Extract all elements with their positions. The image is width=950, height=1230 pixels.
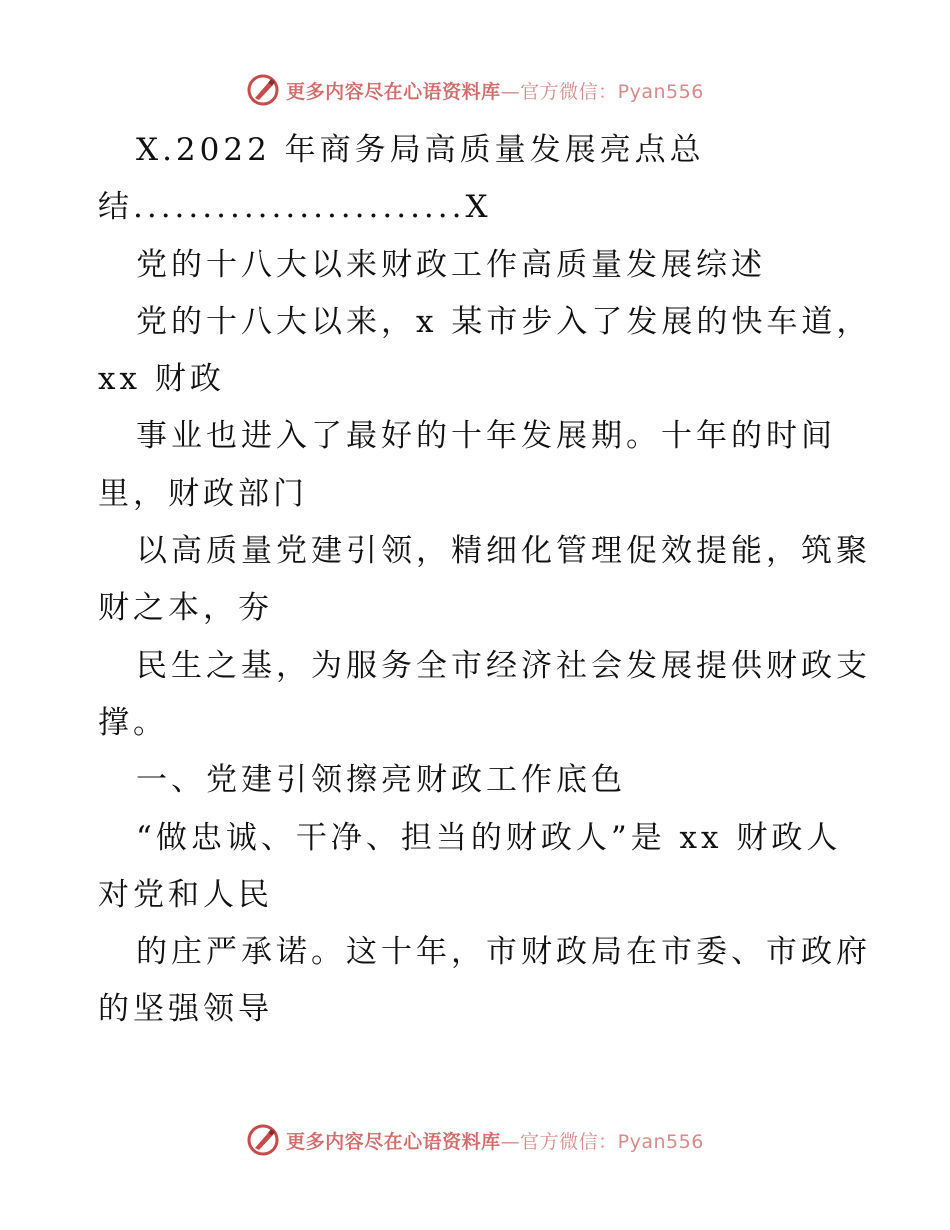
watermark-site: 更多内容尽在心语资料库 — [286, 1130, 501, 1153]
text-line: 撑。 — [98, 704, 168, 741]
text-line: “做忠诚、干净、担当的财政人”是 xx 财政人 — [136, 819, 842, 856]
document-body — [98, 122, 872, 1039]
watermark-dash: — — [500, 80, 521, 103]
footer-watermark — [0, 1120, 950, 1160]
text-line: 财之本，夯 — [98, 590, 273, 627]
text-line: 民生之基，为服务全市经济社会发展提供财政支 — [136, 647, 871, 684]
watermark-contact: 官方微信：Pyan556 — [520, 80, 704, 103]
text-line: 结........................X — [98, 189, 492, 226]
text-line: 的庄严承诺。这十年，市财政局在市委、市政府 — [136, 934, 871, 971]
text-line: 的坚强领导 — [98, 991, 273, 1028]
text-line: 里，财政部门 — [98, 475, 308, 512]
text-line: xx 财政 — [98, 361, 225, 398]
watermark-site: 更多内容尽在心语资料库 — [286, 80, 501, 103]
text-line: 党的十八大以来，x 某市步入了发展的快车道， — [136, 303, 872, 340]
text-line: X.2022 年商务局高质量发展亮点总 — [136, 132, 705, 168]
brush-logo-icon — [246, 1123, 280, 1157]
watermark-text — [286, 1127, 704, 1154]
header-watermark — [0, 70, 950, 110]
watermark-contact: 官方微信：Pyan556 — [520, 1130, 704, 1153]
watermark-dash: — — [500, 1130, 521, 1153]
section-heading: 一、党建引领擦亮财政工作底色 — [136, 762, 626, 799]
text-line: 以高质量党建引领，精细化管理促效提能，筑聚 — [136, 533, 871, 570]
watermark-text — [286, 77, 704, 104]
text-line: 对党和人民 — [98, 876, 273, 913]
text-line: 事业也进入了最好的十年发展期。十年的时间 — [136, 418, 836, 455]
text-line: 党的十八大以来财政工作高质量发展综述 — [136, 246, 766, 283]
brush-logo-icon — [246, 73, 280, 107]
